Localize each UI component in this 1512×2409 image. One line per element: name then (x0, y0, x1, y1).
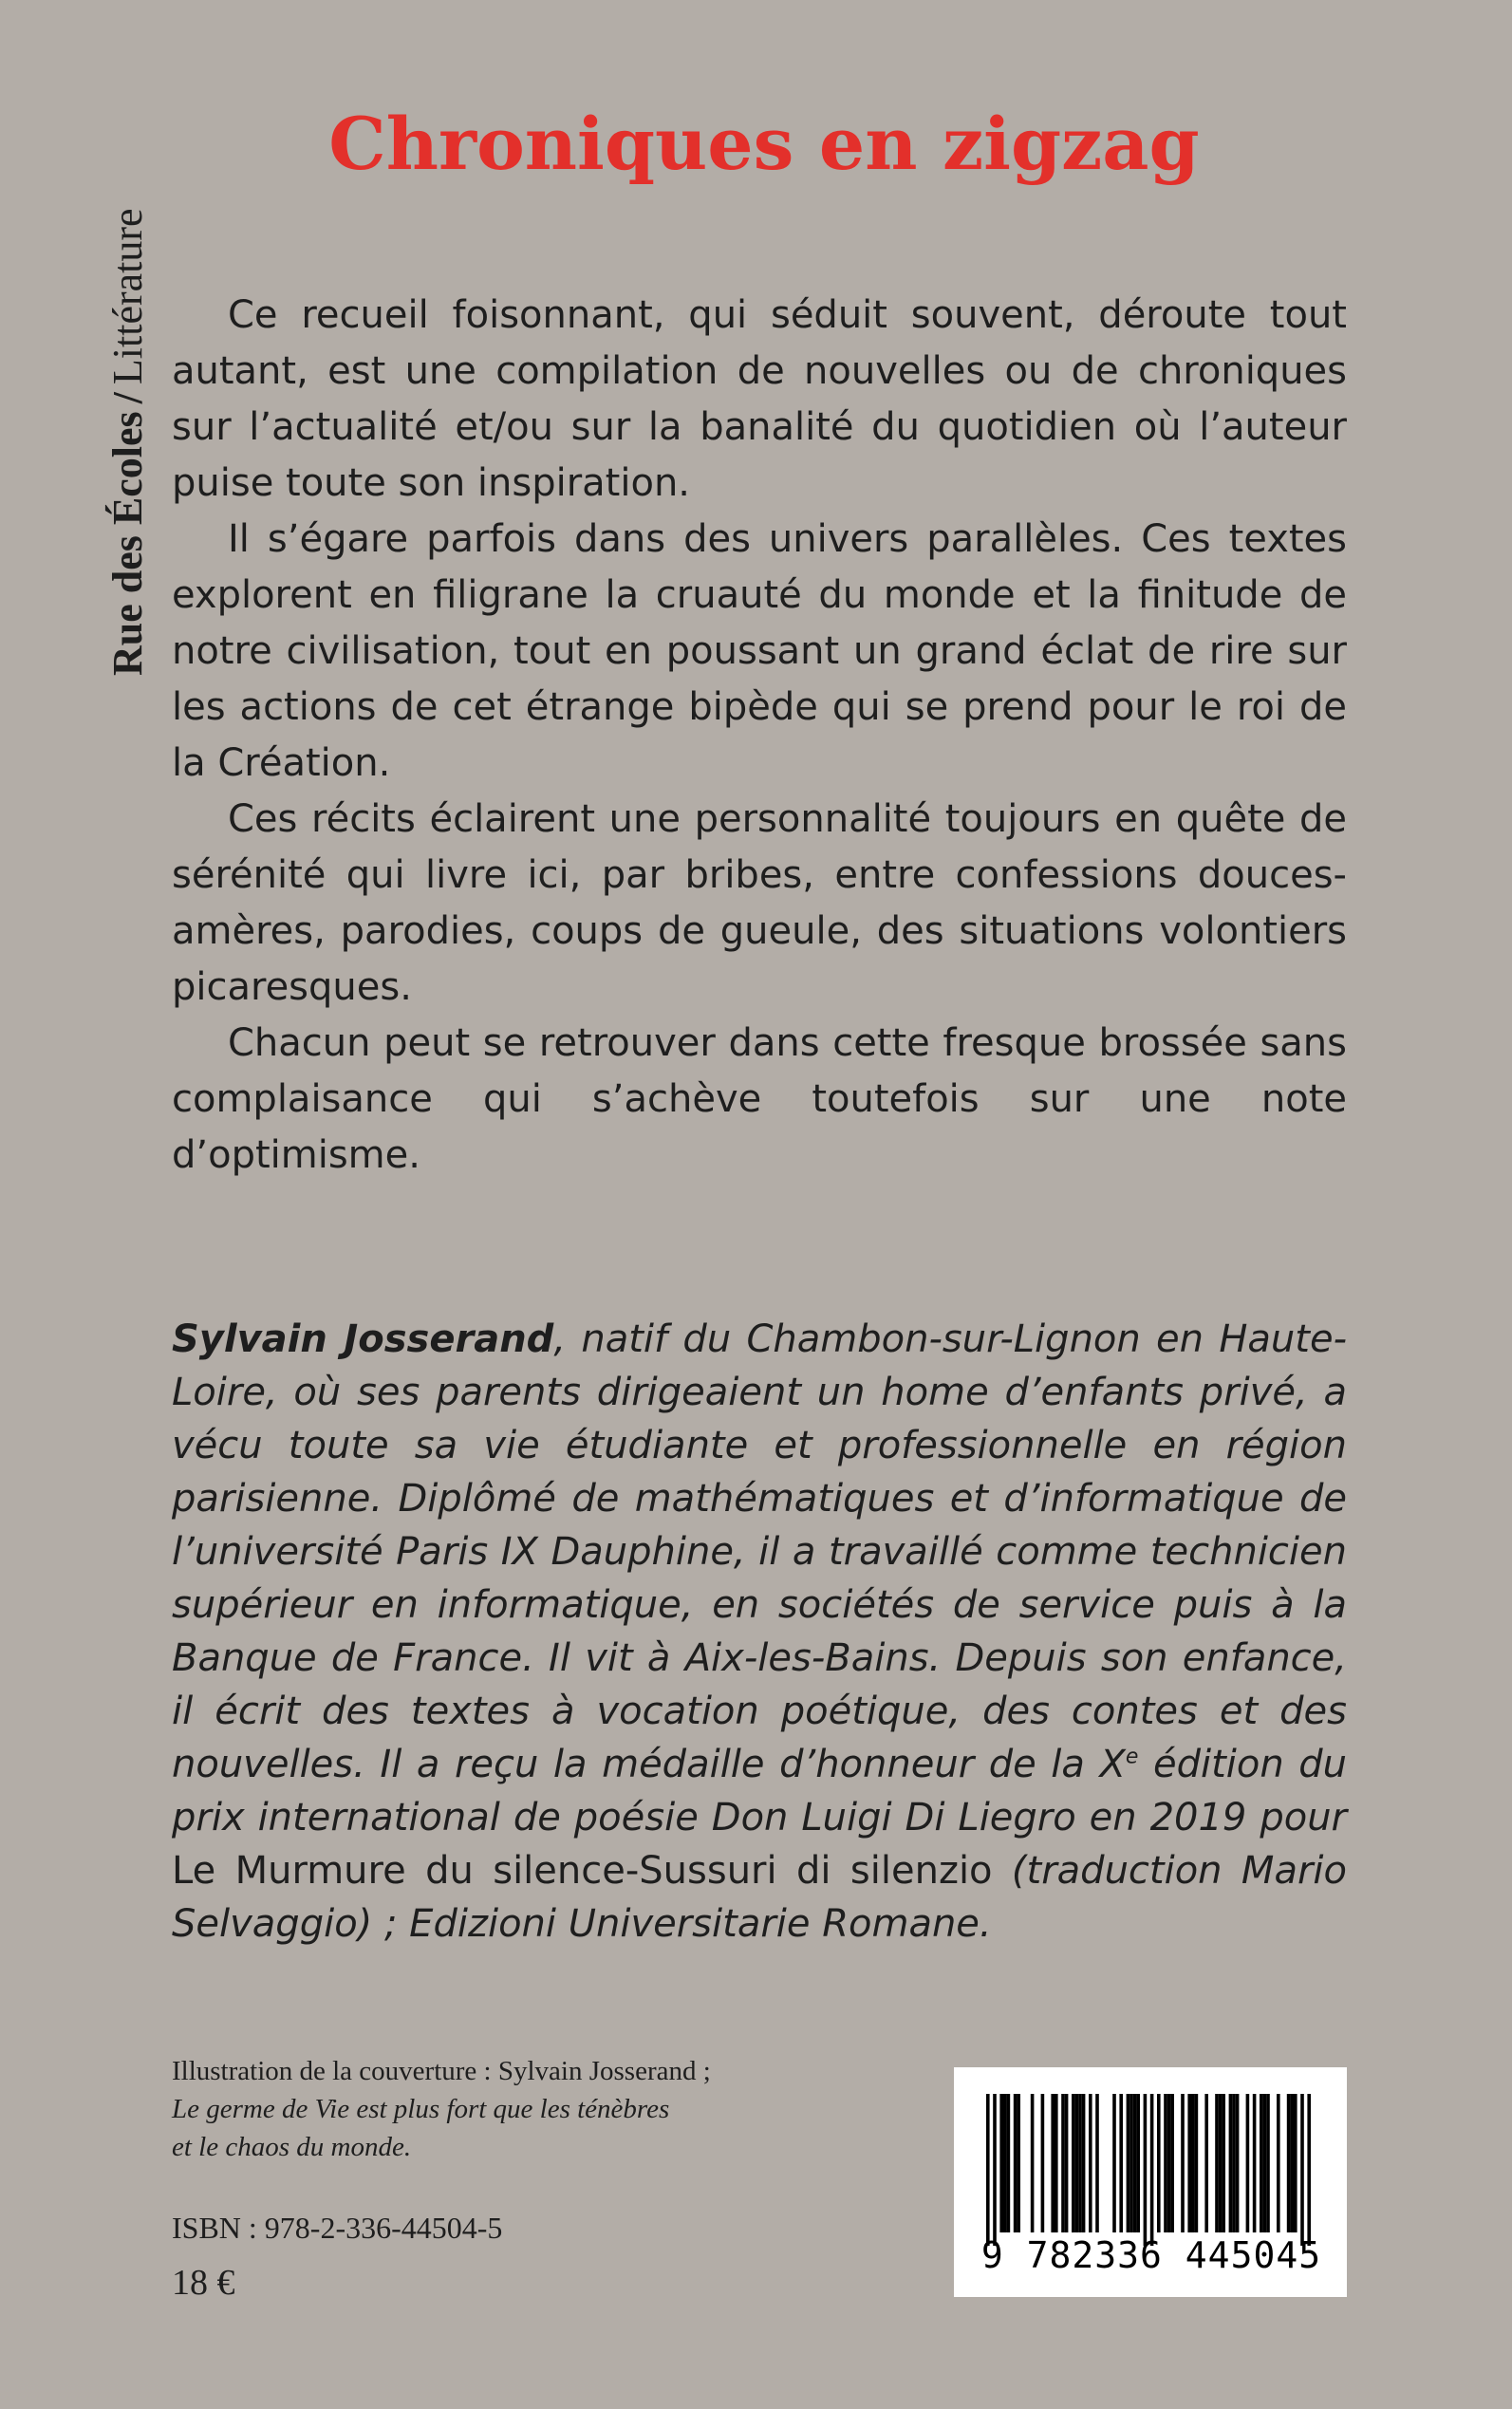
barcode-bar (1119, 2094, 1123, 2232)
illustration-credit (172, 2052, 836, 2166)
barcode-bar (1195, 2094, 1199, 2232)
author-bio (172, 1313, 1347, 1951)
barcode-bar (1157, 2094, 1161, 2232)
barcode-digits: 9 782336 445045 (980, 2234, 1322, 2276)
bio-text-2: édition du prix international de poésie Don Luigi Di Liegro en 2019 pour (172, 1743, 1348, 1839)
spine-text (104, 208, 152, 676)
barcode-bar (999, 2094, 1003, 2232)
barcode-bar (1287, 2094, 1291, 2232)
barcode-bar (986, 2094, 990, 2246)
barcode-bar (1055, 2094, 1058, 2232)
blurb-paragraph-4: Chacun peut se retrouver dans cette fresque brossée sans complaisance qui s’achève toutefois sur une note d’optimisme. (172, 1021, 1347, 1177)
barcode-bar (1204, 2094, 1208, 2232)
barcode-bar (1007, 2094, 1011, 2232)
barcode-bar (1167, 2094, 1171, 2232)
barcode-bar (1051, 2094, 1055, 2232)
barcode-bar (1307, 2094, 1311, 2246)
credit-line-2: Le germe de Vie est plus fort que les ténèbres (172, 2094, 670, 2124)
barcode-bar (1095, 2094, 1099, 2232)
barcode-bar (1181, 2094, 1185, 2232)
barcode-bar (1078, 2094, 1082, 2232)
bio-text-3: (traduction Mario Selvaggio) ; Edizioni Universitarie Romane. (172, 1849, 1347, 1946)
barcode-bar (1266, 2094, 1270, 2232)
isbn: ISBN : 978-2-336-44504-5 (172, 2211, 503, 2245)
category-name: Littérature (104, 208, 151, 385)
barcode-bar (1191, 2094, 1195, 2232)
blurb-paragraph-2: Il s’égare parfois dans des univers parallèles. Ces textes explorent en filigrane la cruauté du monde et la finitude de notre civilisation, tout en poussant un grand éclat de rire sur les actions de cet étrange bipède qui se prend pour le roi de la Création. (172, 517, 1347, 785)
barcode-bar (1075, 2094, 1079, 2232)
barcode-bar (1170, 2094, 1174, 2232)
barcode-bar (1187, 2094, 1191, 2232)
barcode-bar (1300, 2094, 1304, 2246)
blurb (172, 288, 1347, 1184)
barcode-bar (1144, 2094, 1148, 2246)
blurb-paragraph-1: Ce recueil foisonnant, qui séduit souvent, déroute tout autant, est une compilation de nouvelles ou de chroniques sur l’actualité et/ou sur la banalité du quotidien où l’auteur puise toute son inspiration. (172, 293, 1347, 505)
price: 18 € (172, 2263, 235, 2303)
barcode-bar (1236, 2094, 1240, 2232)
barcode-bar (1253, 2094, 1257, 2232)
barcode-bar (1229, 2094, 1233, 2232)
barcode-bar (1215, 2094, 1219, 2232)
barcode-bar (1003, 2094, 1007, 2232)
bio-superscript: e (1125, 1745, 1139, 1769)
barcode (954, 2067, 1347, 2297)
barcode-bar (1232, 2094, 1236, 2232)
barcode-bar (1219, 2094, 1223, 2232)
blurb-paragraph-3: Ces récits éclairent une personnalité toujours en quête de sérénité qui livre ici, par bribes, entre confessions douces-amères, parodies, coups de gueule, des situations volontiers picaresques. (172, 797, 1347, 1009)
barcode-bar (1150, 2094, 1154, 2246)
barcode-bar (1222, 2094, 1225, 2232)
barcode-bar (1136, 2094, 1140, 2232)
barcode-bar (1277, 2094, 1280, 2232)
bio-book-title: Le Murmure du silence-Sussuri di silenzio (172, 1849, 993, 1893)
barcode-bar (1089, 2094, 1092, 2232)
barcode-bar (1031, 2094, 1035, 2232)
barcode-bar (1041, 2094, 1045, 2232)
barcode-bar (1014, 2094, 1017, 2232)
barcode-bar (1017, 2094, 1020, 2232)
barcode-bar (1164, 2094, 1167, 2232)
author-name: Sylvain Josserand (172, 1317, 554, 1361)
barcode-bar (1065, 2094, 1069, 2232)
book-title: Chroniques en zigzag (328, 102, 1200, 186)
barcode-bar (1260, 2094, 1263, 2232)
barcode-bar (1061, 2094, 1065, 2232)
barcode-bar (1294, 2094, 1297, 2232)
spine-separator: / (104, 392, 151, 404)
collection-name: Rue des Écoles (104, 411, 151, 676)
barcode-bar (1246, 2094, 1250, 2232)
credit-line-1: Illustration de la couverture : Sylvain Josserand ; (172, 2056, 711, 2086)
barcode-bar (1129, 2094, 1133, 2232)
barcode-bar (1263, 2094, 1267, 2232)
barcode-bar (1127, 2094, 1130, 2232)
barcode-bar (1290, 2094, 1294, 2232)
credit-line-3: et le chaos du monde. (172, 2132, 412, 2162)
barcode-bar (1133, 2094, 1137, 2232)
barcode-bar (1112, 2094, 1116, 2232)
barcode-bar (993, 2094, 997, 2246)
bio-text-1: , natif du Chambon-sur-Lignon en Haute-Loire, où ses parents dirigeaient un home d’enfants privé, a vécu toute sa vie étudiante et professionnelle en région parisienne. Diplômé de mathématiques et d’informatique de l’université Paris IX Dauphine, il a travaillé comme technicien supérieur en informatique, en sociétés de service puis à la Banque de France. Il vit à Aix-les-Bains. Depuis son enfance, il écrit des textes à vocation poétique, des contes et des nouvelles. Il a reçu la médaille d’honneur de la X (172, 1317, 1348, 1786)
barcode-bar (1082, 2094, 1086, 2232)
spine-label (57, 106, 151, 676)
barcode-bar (1072, 2094, 1075, 2232)
